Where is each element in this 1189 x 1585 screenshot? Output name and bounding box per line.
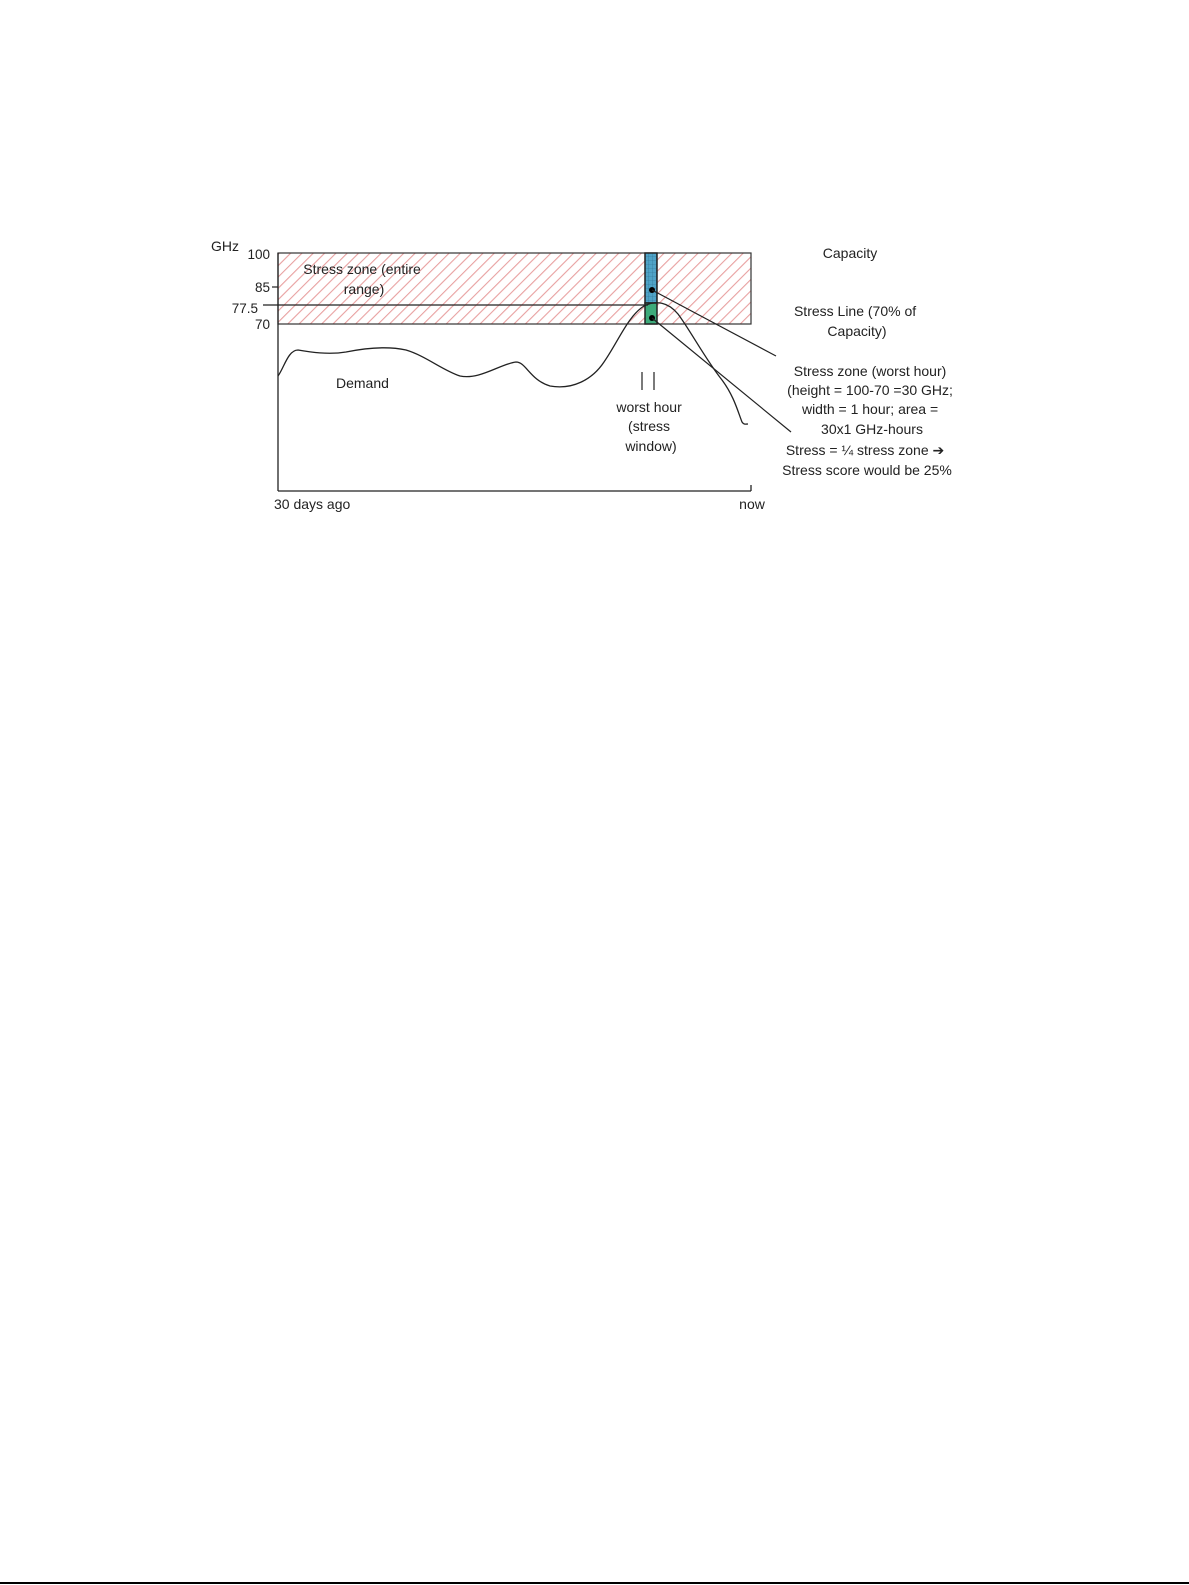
- worst-hour-label: worst hour (stress window): [616, 399, 682, 454]
- page-bottom-rule: [0, 1582, 1189, 1584]
- stress-score-label: Stress = ¼ stress zone ➔ Stress score would be 25%: [782, 442, 952, 478]
- worst-hour-upper-segment: [645, 253, 657, 303]
- stress-zone-label: Stress zone (entire range): [303, 261, 421, 297]
- y-tick-label-77-5: 77.5: [231, 301, 258, 316]
- stress-line-label: Stress Line (70% of Capacity): [793, 303, 917, 339]
- x-end-label: now: [739, 496, 765, 512]
- y-tick-label-70: 70: [254, 317, 270, 332]
- worst-zone-label: Stress zone (worst hour) (height = 100-70 =30 GHz; width = 1 hour; area = 30x1 GHz-hours: [787, 363, 953, 437]
- capacity-label: Capacity: [822, 245, 878, 261]
- y-tick-label-85: 85: [254, 280, 270, 295]
- demand-label: Demand: [336, 375, 389, 391]
- y-unit-label: GHz: [211, 238, 239, 254]
- y-tick-label-100: 100: [247, 247, 270, 262]
- x-start-label: 30 days ago: [274, 496, 351, 512]
